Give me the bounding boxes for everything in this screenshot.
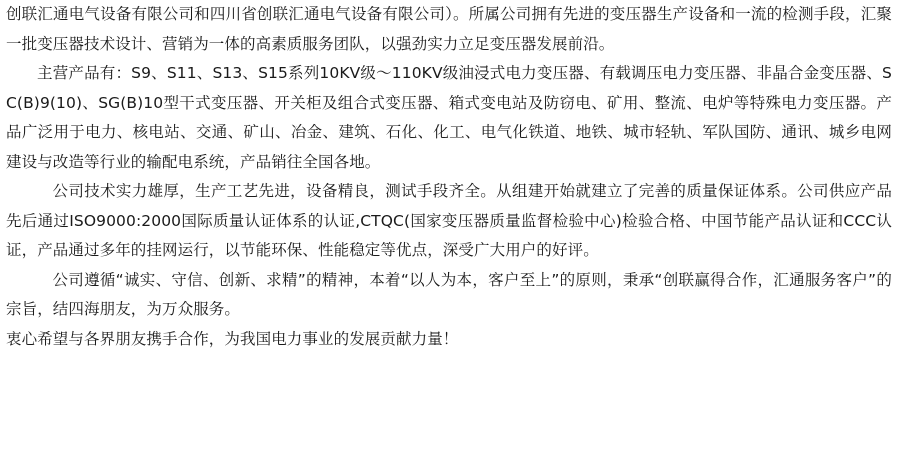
- paragraph-technical-strength: 公司技术实力雄厚，生产工艺先进，设备精良，测试手段齐全。从组建开始就建立了完善的质量保证体系。公司供应产品先后通过ISO9000:2000国际质量认证体系的认证,CTQC(国家变压器质量监督检验中心)检验合格、中国节能产品认证和CCC认证，产品通过多年的挂网运行，以节能环保、性能稳定等优点，深受广大用户的好评。: [6, 182, 892, 259]
- paragraph-company-intro-continued: 创联汇通电气设备有限公司和四川省创联汇通电气设备有限公司）。所属公司拥有先进的变压器生产设备和一流的检测手段，汇聚一批变压器技术设计、营销为一体的高素质服务团队，以强劲实力立足变压器发展前沿。: [6, 5, 892, 53]
- paragraph-closing-statement: 衷心希望与各界朋友携手合作，为我国电力事业的发展贡献力量！: [6, 329, 459, 348]
- paragraph-company-spirit: 公司遵循“诚实、守信、创新、求精”的精神，本着“以人为本，客户至上”的原则，秉承“创联赢得合作，汇通服务客户”的宗旨，结四海朋友，为万众服务。: [6, 270, 892, 318]
- paragraph-main-products: 主营产品有：S9、S11、S13、S15系列10KV级～110KV级油浸式电力变压器、有载调压电力变压器、非晶合金变压器、SC(B)9(10)、SG(B)10型干式变压器、开关柜及组合式变压器、箱式变电站及防窃电、矿用、整流、电炉等特殊电力变压器。产品广泛用于电力、核电站、交通、矿山、冶金、建筑、石化、化工、电气化铁道、地铁、城市轻轨、军队国防、通讯、城乡电网建设与改造等行业的输配电系统，产品销往全国各地。: [6, 64, 892, 171]
